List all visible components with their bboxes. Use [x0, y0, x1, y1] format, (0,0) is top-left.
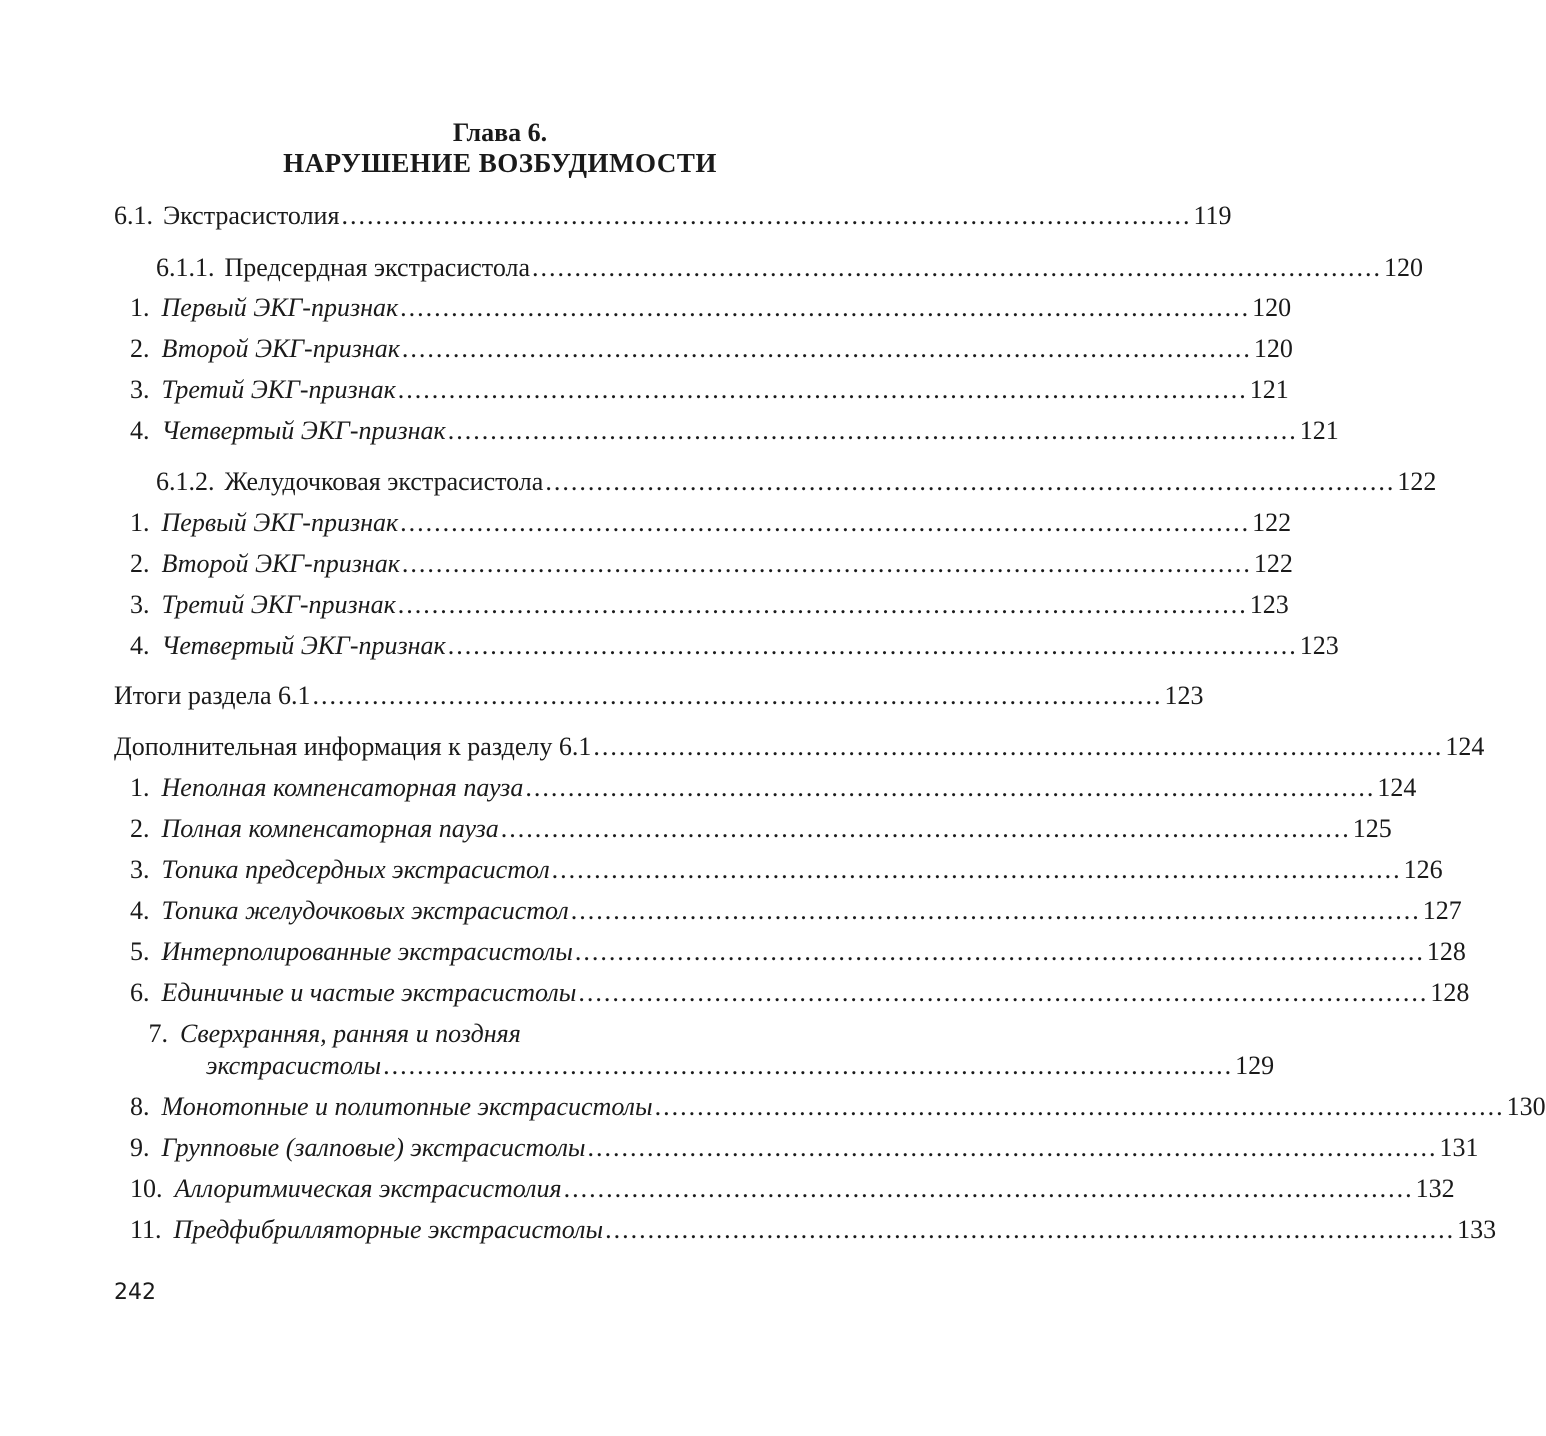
toc-entry-subsection [156, 252, 1423, 284]
toc-entry-page: 119 [1193, 201, 1232, 230]
toc-entry-item [130, 1214, 1497, 1246]
toc-entry-page: 124 [1445, 732, 1485, 761]
toc-entry-label: Аллоритмическая экстрасистолия [174, 1174, 562, 1203]
toc-entry-subsection [156, 466, 1437, 498]
leader-dots: .................................................................................................... [400, 508, 1251, 537]
toc-entry-page: 128 [1426, 937, 1466, 966]
toc-entry-label: Предфибрилляторные экстрасистолы [173, 1215, 604, 1244]
toc-entry-label: Предсердная экстрасистола [224, 253, 530, 282]
toc-entry-page: 123 [1164, 681, 1204, 710]
leader-dots: .................................................................................................... [400, 293, 1251, 322]
toc-entry-item [130, 374, 1289, 406]
leader-dots: .................................................................................................... [401, 334, 1252, 363]
toc-entry-label: Сверхранняя, ранняя и поздняя [180, 1019, 521, 1048]
toc-entry-label: Топика предсердных экстрасистол [161, 855, 550, 884]
toc-entry-number: 4. [130, 896, 150, 925]
leader-dots: .................................................................................................... [574, 937, 1425, 966]
toc-entry-item-first-line [130, 1018, 854, 1050]
toc-entry-number: 3. [130, 590, 150, 619]
toc-entry-label: Второй ЭКГ-признак [161, 549, 400, 578]
leader-dots: .................................................................................................... [383, 1051, 1234, 1080]
toc-entry-page: 121 [1249, 375, 1289, 404]
toc-entry-item [130, 333, 1293, 365]
toc-entry-section [114, 200, 1232, 232]
toc-entry-item [130, 548, 1293, 580]
toc-entry-item-continuation [206, 1050, 1275, 1082]
toc-entry-item [130, 854, 1443, 886]
leader-dots: .................................................................................................... [587, 1133, 1438, 1162]
toc-entry-label: Третий ЭКГ-признак [161, 590, 396, 619]
toc-entry-number: 2. [130, 549, 150, 578]
toc-entry-page: 124 [1377, 773, 1417, 802]
toc-entry-page: 126 [1403, 855, 1443, 884]
toc-entry-number: 1. [130, 773, 150, 802]
leader-dots: .................................................................................................... [312, 681, 1163, 710]
toc-entry-item [130, 1091, 1546, 1123]
toc-entry-page: 120 [1252, 293, 1292, 322]
toc-entry-item [130, 415, 1339, 447]
leader-dots: .................................................................................................... [525, 773, 1376, 802]
toc-entry-page: 123 [1299, 631, 1339, 660]
toc-entry-page: 129 [1235, 1051, 1275, 1080]
toc-entry-number: 1. [130, 293, 150, 322]
toc-entry-label: Первый ЭКГ-признак [161, 293, 399, 322]
toc-entry-page: 122 [1253, 549, 1293, 578]
leader-dots: .................................................................................................... [570, 896, 1421, 925]
leader-dots: .................................................................................................... [532, 253, 1382, 282]
toc-entry-label: Четвертый ЭКГ-признак [161, 416, 446, 445]
toc-entry-number: 2. [130, 334, 150, 363]
toc-entry-page: 133 [1457, 1215, 1497, 1244]
toc-entry-number: 3. [130, 855, 150, 884]
toc-entry-item [130, 1173, 1455, 1205]
leader-dots: .................................................................................................... [563, 1174, 1414, 1203]
toc-entry-page: 130 [1506, 1092, 1546, 1121]
toc-entry-additional-info [114, 731, 1485, 763]
toc-entry-label: Третий ЭКГ-признак [161, 375, 396, 404]
toc-entry-number: 5. [130, 937, 150, 966]
leader-dots: .................................................................................................... [545, 467, 1396, 496]
toc-entry-page: 127 [1422, 896, 1462, 925]
toc-entry-number: 6.1. [114, 201, 153, 230]
leader-dots: .................................................................................................... [447, 416, 1298, 445]
leader-dots: .................................................................................................... [551, 855, 1402, 884]
toc-entry-label: Первый ЭКГ-признак [161, 508, 399, 537]
leader-dots: .................................................................................................... [500, 814, 1351, 843]
toc-entry-number: 4. [130, 631, 150, 660]
toc-entry-item [130, 813, 1392, 845]
toc-entry-item [130, 589, 1289, 621]
toc-entry-item [130, 507, 1292, 539]
toc-entry-number: 6.1.1. [156, 253, 215, 282]
toc-entry-item [130, 936, 1466, 968]
toc-entry-number: 6. [130, 978, 150, 1007]
toc-entry-label: Полная компенсаторная пауза [161, 814, 499, 843]
toc-entry-number: 11. [130, 1215, 162, 1244]
toc-entry-page: 120 [1384, 253, 1423, 282]
toc-entry-label: Экстрасистолия [163, 201, 340, 230]
toc-entry-label: Итоги раздела 6.1 [114, 681, 311, 710]
toc-entry-number: 3. [130, 375, 150, 404]
toc-entry-item [130, 772, 1417, 804]
toc-entry-number: 8. [130, 1092, 150, 1121]
leader-dots: .................................................................................................... [447, 631, 1298, 660]
toc-entry-page: 128 [1430, 978, 1470, 1007]
toc-entry-label: Интерполированные экстрасистолы [161, 937, 573, 966]
toc-entry-label: Желудочковая экстрасистола [224, 467, 544, 496]
toc-entry-label: Групповые (залповые) экстрасистолы [161, 1133, 586, 1162]
toc-entry-number: 1. [130, 508, 150, 537]
toc-entry-page: 131 [1439, 1133, 1479, 1162]
leader-dots: .................................................................................................... [341, 201, 1192, 230]
toc-entry-label: Неполная компенсаторная пауза [161, 773, 524, 802]
toc-entry-number: 2. [130, 814, 150, 843]
toc-entry-page: 132 [1415, 1174, 1455, 1203]
toc-entry-summary [114, 680, 1204, 712]
toc-entry-page: 122 [1252, 508, 1292, 537]
toc-entry-number: 7. [148, 1019, 168, 1048]
toc-entry-label: Топика желудочковых экстрасистол [161, 896, 569, 925]
toc-entry-page: 125 [1352, 814, 1392, 843]
leader-dots: .................................................................................................... [605, 1215, 1456, 1244]
toc-entry-label: Четвертый ЭКГ-признак [161, 631, 446, 660]
toc-entry-item [130, 292, 1292, 324]
chapter-label: Глава 6. [452, 118, 548, 147]
toc-entry-item [130, 895, 1462, 927]
toc-entry-label: Дополнительная информация к разделу 6.1 [114, 732, 592, 761]
toc-entry-number: 6.1.2. [156, 467, 215, 496]
toc-entry-page: 122 [1397, 467, 1437, 496]
page-number: 242 [114, 1280, 156, 1305]
leader-dots: .................................................................................................... [397, 590, 1248, 619]
toc-entry-label: Монотопные и политопные экстрасистолы [161, 1092, 653, 1121]
chapter-title: НАРУШЕНИЕ ВОЗБУДИМОСТИ [283, 148, 717, 178]
leader-dots: .................................................................................................... [401, 549, 1252, 578]
leader-dots: .................................................................................................... [578, 978, 1429, 1007]
leader-dots: .................................................................................................... [654, 1092, 1505, 1121]
toc-entry-item [130, 1132, 1479, 1164]
leader-dots: .................................................................................................... [593, 732, 1444, 761]
toc-entry-number: 9. [130, 1133, 150, 1162]
toc-entry-number: 10. [130, 1174, 163, 1203]
toc-entry-page: 123 [1249, 590, 1289, 619]
toc-entry-page: 121 [1299, 416, 1339, 445]
toc-entry-item [130, 630, 1339, 662]
toc-entry-number: 4. [130, 416, 150, 445]
leader-dots: .................................................................................................... [397, 375, 1248, 404]
toc-entry-label: экстрасистолы [206, 1051, 382, 1080]
toc-entry-item [130, 977, 1470, 1009]
toc-entry-label: Второй ЭКГ-признак [161, 334, 400, 363]
toc-entry-label: Единичные и частые экстрасистолы [161, 978, 577, 1007]
toc-entry-page: 120 [1253, 334, 1293, 363]
